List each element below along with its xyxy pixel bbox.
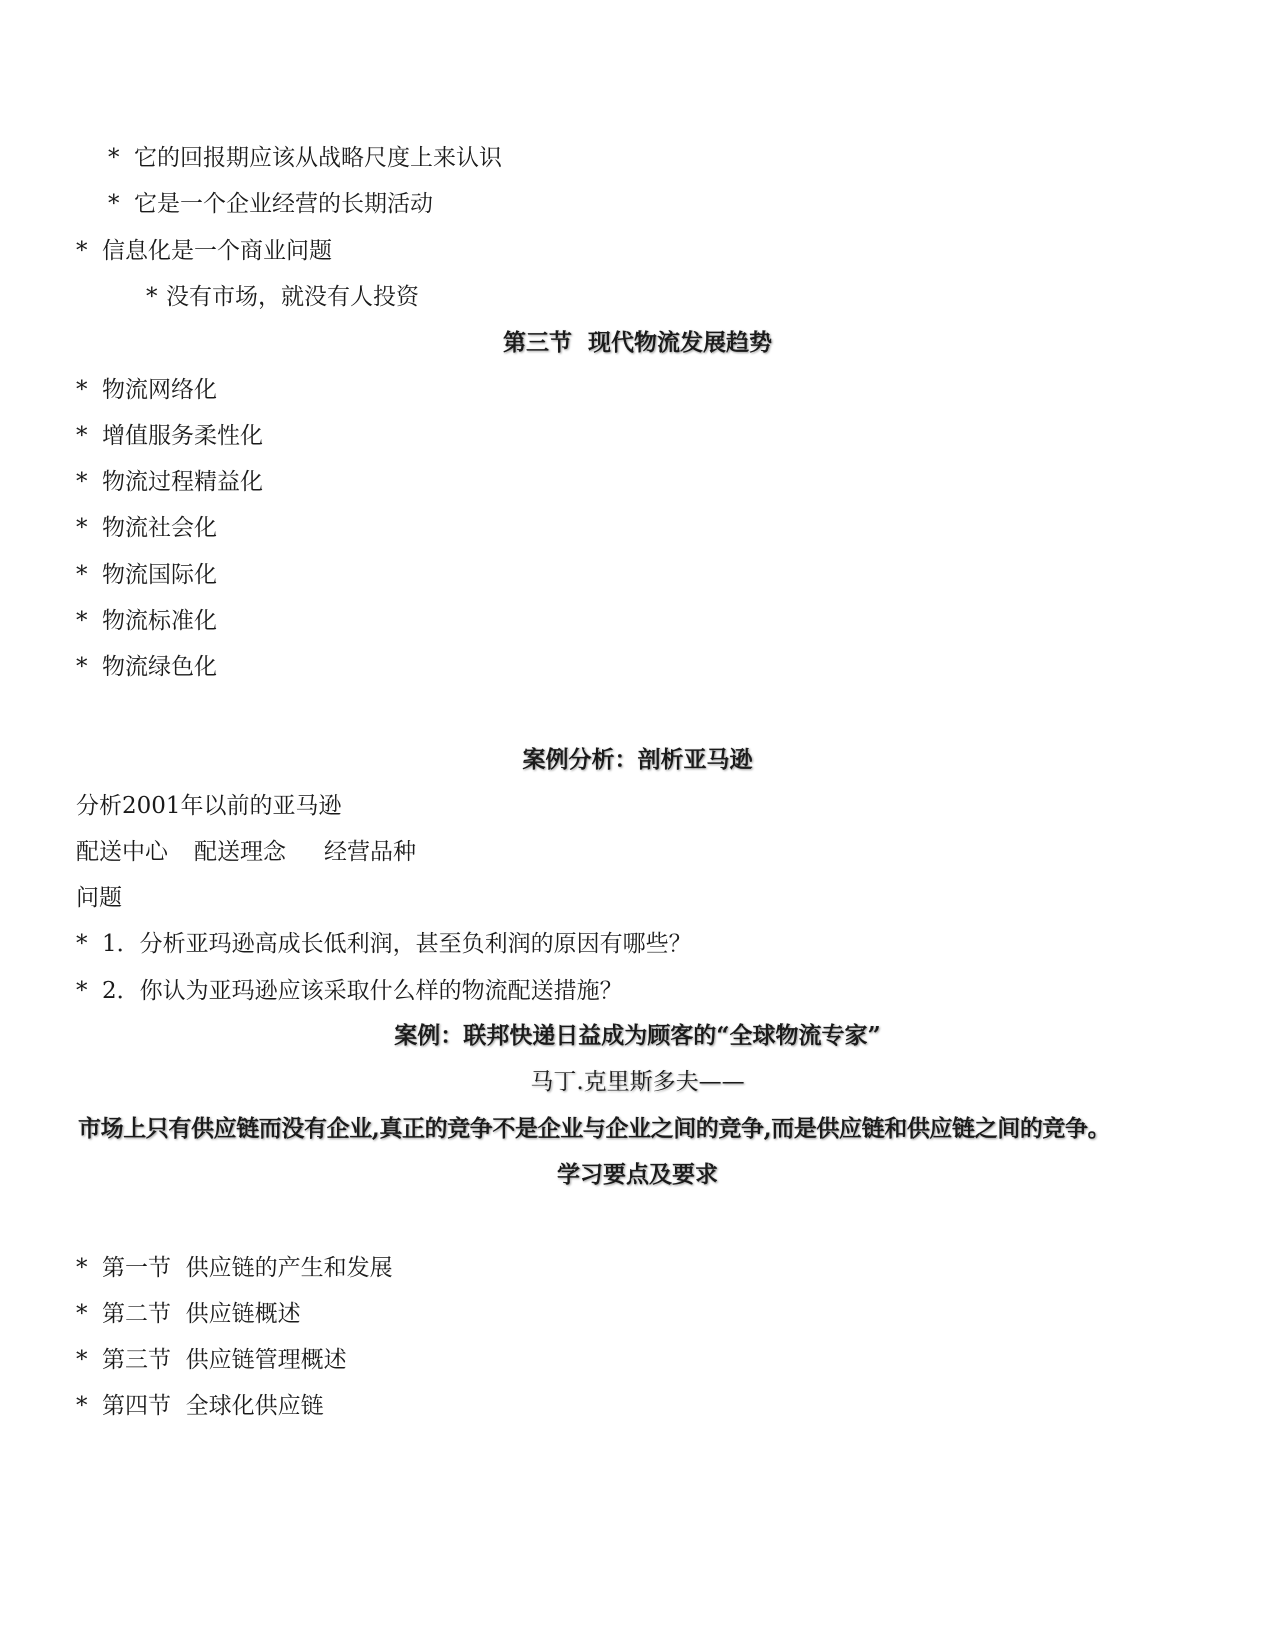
- bullet-marker: *: [108, 145, 120, 171]
- list-item: [76, 421, 263, 451]
- list-item: [108, 189, 433, 219]
- list-item-text: 第二节 供应链概述: [102, 1301, 301, 1327]
- list-item-text: 增值服务柔性化: [102, 423, 263, 449]
- list-item: [108, 143, 502, 173]
- bullet-marker: *: [76, 654, 88, 680]
- bullet-marker: *: [108, 191, 120, 217]
- list-item-text: 信息化是一个商业问题: [102, 238, 332, 264]
- list-item-text: 没有市场，就没有人投资: [166, 284, 419, 310]
- list-item-text: 第一节 供应链的产生和发展: [102, 1255, 393, 1281]
- list-item: [76, 236, 332, 266]
- list-item-text: 物流过程精益化: [102, 469, 263, 495]
- list-item: [76, 1253, 393, 1283]
- list-item-text: 物流网络化: [102, 377, 217, 403]
- bullet-marker: *: [76, 1255, 88, 1281]
- list-item: [76, 375, 217, 405]
- bullet-marker: *: [76, 1393, 88, 1419]
- case-heading: 案例：联邦快递日益成为顾客的“全球物流专家”: [394, 1022, 881, 1049]
- list-item: [76, 652, 217, 682]
- section-heading: 学习要点及要求: [557, 1161, 718, 1188]
- topic-label: 经营品种: [324, 839, 416, 865]
- list-item-text: 第三节 供应链管理概述: [102, 1347, 347, 1373]
- quote-text: 市场上只有供应链而没有企业,真正的竞争不是企业与企业之间的竞争,而是供应链和供应链之间的竞争。: [78, 1115, 1111, 1142]
- list-item: [76, 1391, 324, 1421]
- list-item-text: 物流国际化: [102, 562, 217, 588]
- list-item-text: 第四节 全球化供应链: [102, 1393, 324, 1419]
- list-item: [76, 1299, 301, 1329]
- topic-label: 配送理念: [194, 839, 286, 865]
- bullet-marker: *: [76, 1347, 88, 1373]
- bullet-marker: *: [76, 469, 88, 495]
- quote-author: 马丁.克里斯多夫——: [530, 1069, 745, 1095]
- list-item: [76, 606, 217, 636]
- list-item: [146, 282, 419, 312]
- list-item: [76, 513, 217, 543]
- question-text: 2．你认为亚玛逊应该采取什么样的物流配送措施？: [102, 978, 623, 1004]
- bullet-marker: *: [146, 284, 158, 310]
- list-item-text: 它是一个企业经营的长期活动: [134, 191, 433, 217]
- case-topics: [76, 837, 416, 867]
- question-item: [76, 929, 692, 959]
- case-heading: 案例分析：剖析亚马逊: [522, 746, 753, 773]
- list-item: [76, 560, 217, 590]
- list-item-text: 物流社会化: [102, 515, 217, 541]
- bullet-marker: *: [76, 608, 88, 634]
- questions-label: 问题: [76, 885, 122, 911]
- question-item: [76, 976, 623, 1006]
- list-item-text: 它的回报期应该从战略尺度上来认识: [134, 145, 502, 171]
- bullet-marker: *: [76, 238, 88, 264]
- bullet-marker: *: [76, 515, 88, 541]
- topic-label: 配送中心: [76, 839, 168, 865]
- question-text: 1．分析亚玛逊高成长低利润，甚至负利润的原因有哪些？: [102, 931, 692, 957]
- list-item-text: 物流标准化: [102, 608, 217, 634]
- list-item: [76, 1345, 347, 1375]
- bullet-marker: *: [76, 377, 88, 403]
- bullet-marker: *: [76, 978, 88, 1004]
- section-heading: 第三节 现代物流发展趋势: [502, 329, 772, 356]
- list-item: [76, 467, 263, 497]
- case-subtitle: 分析2001年以前的亚马逊: [76, 793, 342, 819]
- bullet-marker: *: [76, 423, 88, 449]
- bullet-marker: *: [76, 931, 88, 957]
- list-item-text: 物流绿色化: [102, 654, 217, 680]
- bullet-marker: *: [76, 562, 88, 588]
- bullet-marker: *: [76, 1301, 88, 1327]
